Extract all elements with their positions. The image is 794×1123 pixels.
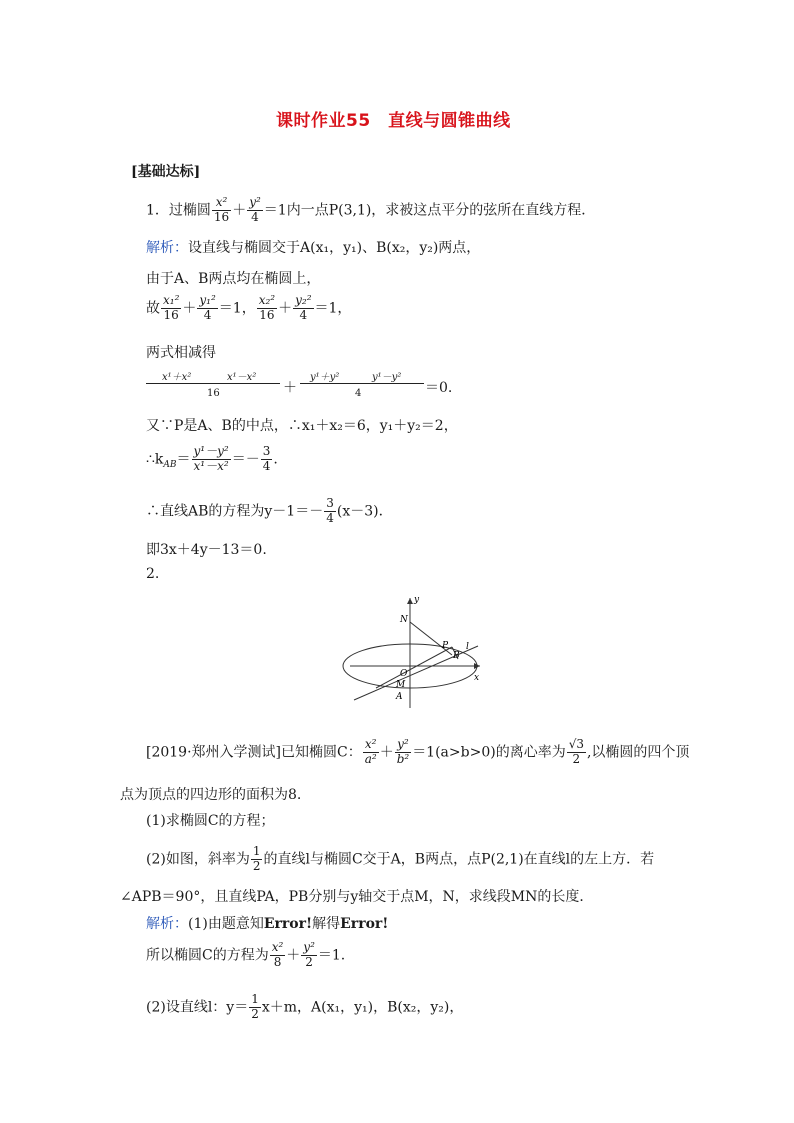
solution-1-line-9: 即3x＋4y－13＝0. [146,542,267,558]
q1-suffix: ＝1内一点P(3,1)，求被这点平分的弦所在直线方程． [263,202,596,219]
fraction-bar [300,383,424,384]
label-N: N [400,615,408,625]
q1-fraction-y: $\frac{\text{y²}}{4}$ [249,195,261,224]
ellipse-figure [340,592,490,712]
solution-label: 解析： [146,916,188,932]
solution-1-line-2: 由于A、B两点均在椭圆上， [146,271,321,287]
q1-plus: ＋ [232,202,247,219]
solution-1-line-4: 两式相减得 [146,345,216,361]
fraction-bar [146,383,280,384]
label-x: x [474,673,480,683]
label-A: A [396,692,403,702]
question-2-number: 2. [146,566,160,582]
label-O: O [400,669,408,679]
label-B: B [453,651,460,661]
error-text: Error! [263,916,313,932]
question-2-line-5: ∠APB＝90°，且直线PA，PB分别与y轴交于点M，N，求线段MN的长度． [120,889,594,905]
label-P: P [442,641,449,651]
solution-2-line-3: (2)设直线l：y＝ $\frac{1}{2}$ x＋m，A(x₁，y₁)，B(x₂，y₂)， [146,992,464,1021]
error-text: Error! [340,916,389,932]
label-M: M [396,680,406,690]
solution-1-line-3: 故 $\frac{\text{x₁²}}{16}$ ＋ $\frac{\text{y₁²}}{4}$ ＝1， $\frac{\text{x₂²}}{16}$ ＋ $\frac{\text{y₂²}}{4}$ ＝1， [146,293,352,322]
q1-prefix: 1．过椭圆 [146,202,211,219]
label-y: y [414,595,420,605]
y-axis-arrow [407,598,413,604]
question-2-part-2: (2)如图，斜率为 $\frac{1}{2}$ 的直线l与椭圆C交于A，B两点，点P(2,1)在直线l的左上方．若 [146,844,655,873]
solution-1-line-7: $\therefore k_{AB}=$ $\frac{\text{y¹－y²}}{\text{x¹－x²}}$ ＝－ $\frac{3}{4}$ . [146,444,278,473]
question-2-part-1: (1)求椭圆C的方程； [146,813,275,829]
solution-1-line-8: ∴直线AB的方程为y－1＝－ $\frac{3}{4}$ (x－3)． [146,496,393,525]
question-1 [146,196,595,225]
section-heading: [基础达标] [131,164,201,180]
solution-2-line-2: 所以椭圆C的方程为 $\frac{\text{x²}}{8}$ ＋ $\frac{\text{y²}}{2}$ ＝1. [146,940,346,969]
solution-label: 解析： [146,240,188,256]
question-2-line-1: [2019·郑州入学测试]已知椭圆C： $\frac{\text{x²}}{\text{a²}}$ ＋ $\frac{\text{y²}}{\text{b²}}$ ＝1(a>b>0)的离心率为 $\frac{√3}{2}$ ,以椭圆的四个顶 [146,737,690,766]
label-l: l [466,642,469,652]
page-title: 课时作业55 直线与圆锥曲线 [276,111,511,131]
q1-fraction-x: $\frac{\text{x²}}{16}$ [213,195,230,224]
question-2-line-2: 点为顶点的四边形的面积为8. [120,787,302,803]
solution-1-line-1: 解析：设直线与椭圆交于A(x₁，y₁)、B(x₂，y₂)两点， [146,240,481,256]
solution-2-line-1: 解析：(1)由题意知Error!解得Error! [146,916,389,932]
solution-1-line-6: 又∵P是A、B的中点，∴x₁＋x₂＝6，y₁＋y₂＝2， [146,418,458,434]
line-PA [376,647,452,688]
